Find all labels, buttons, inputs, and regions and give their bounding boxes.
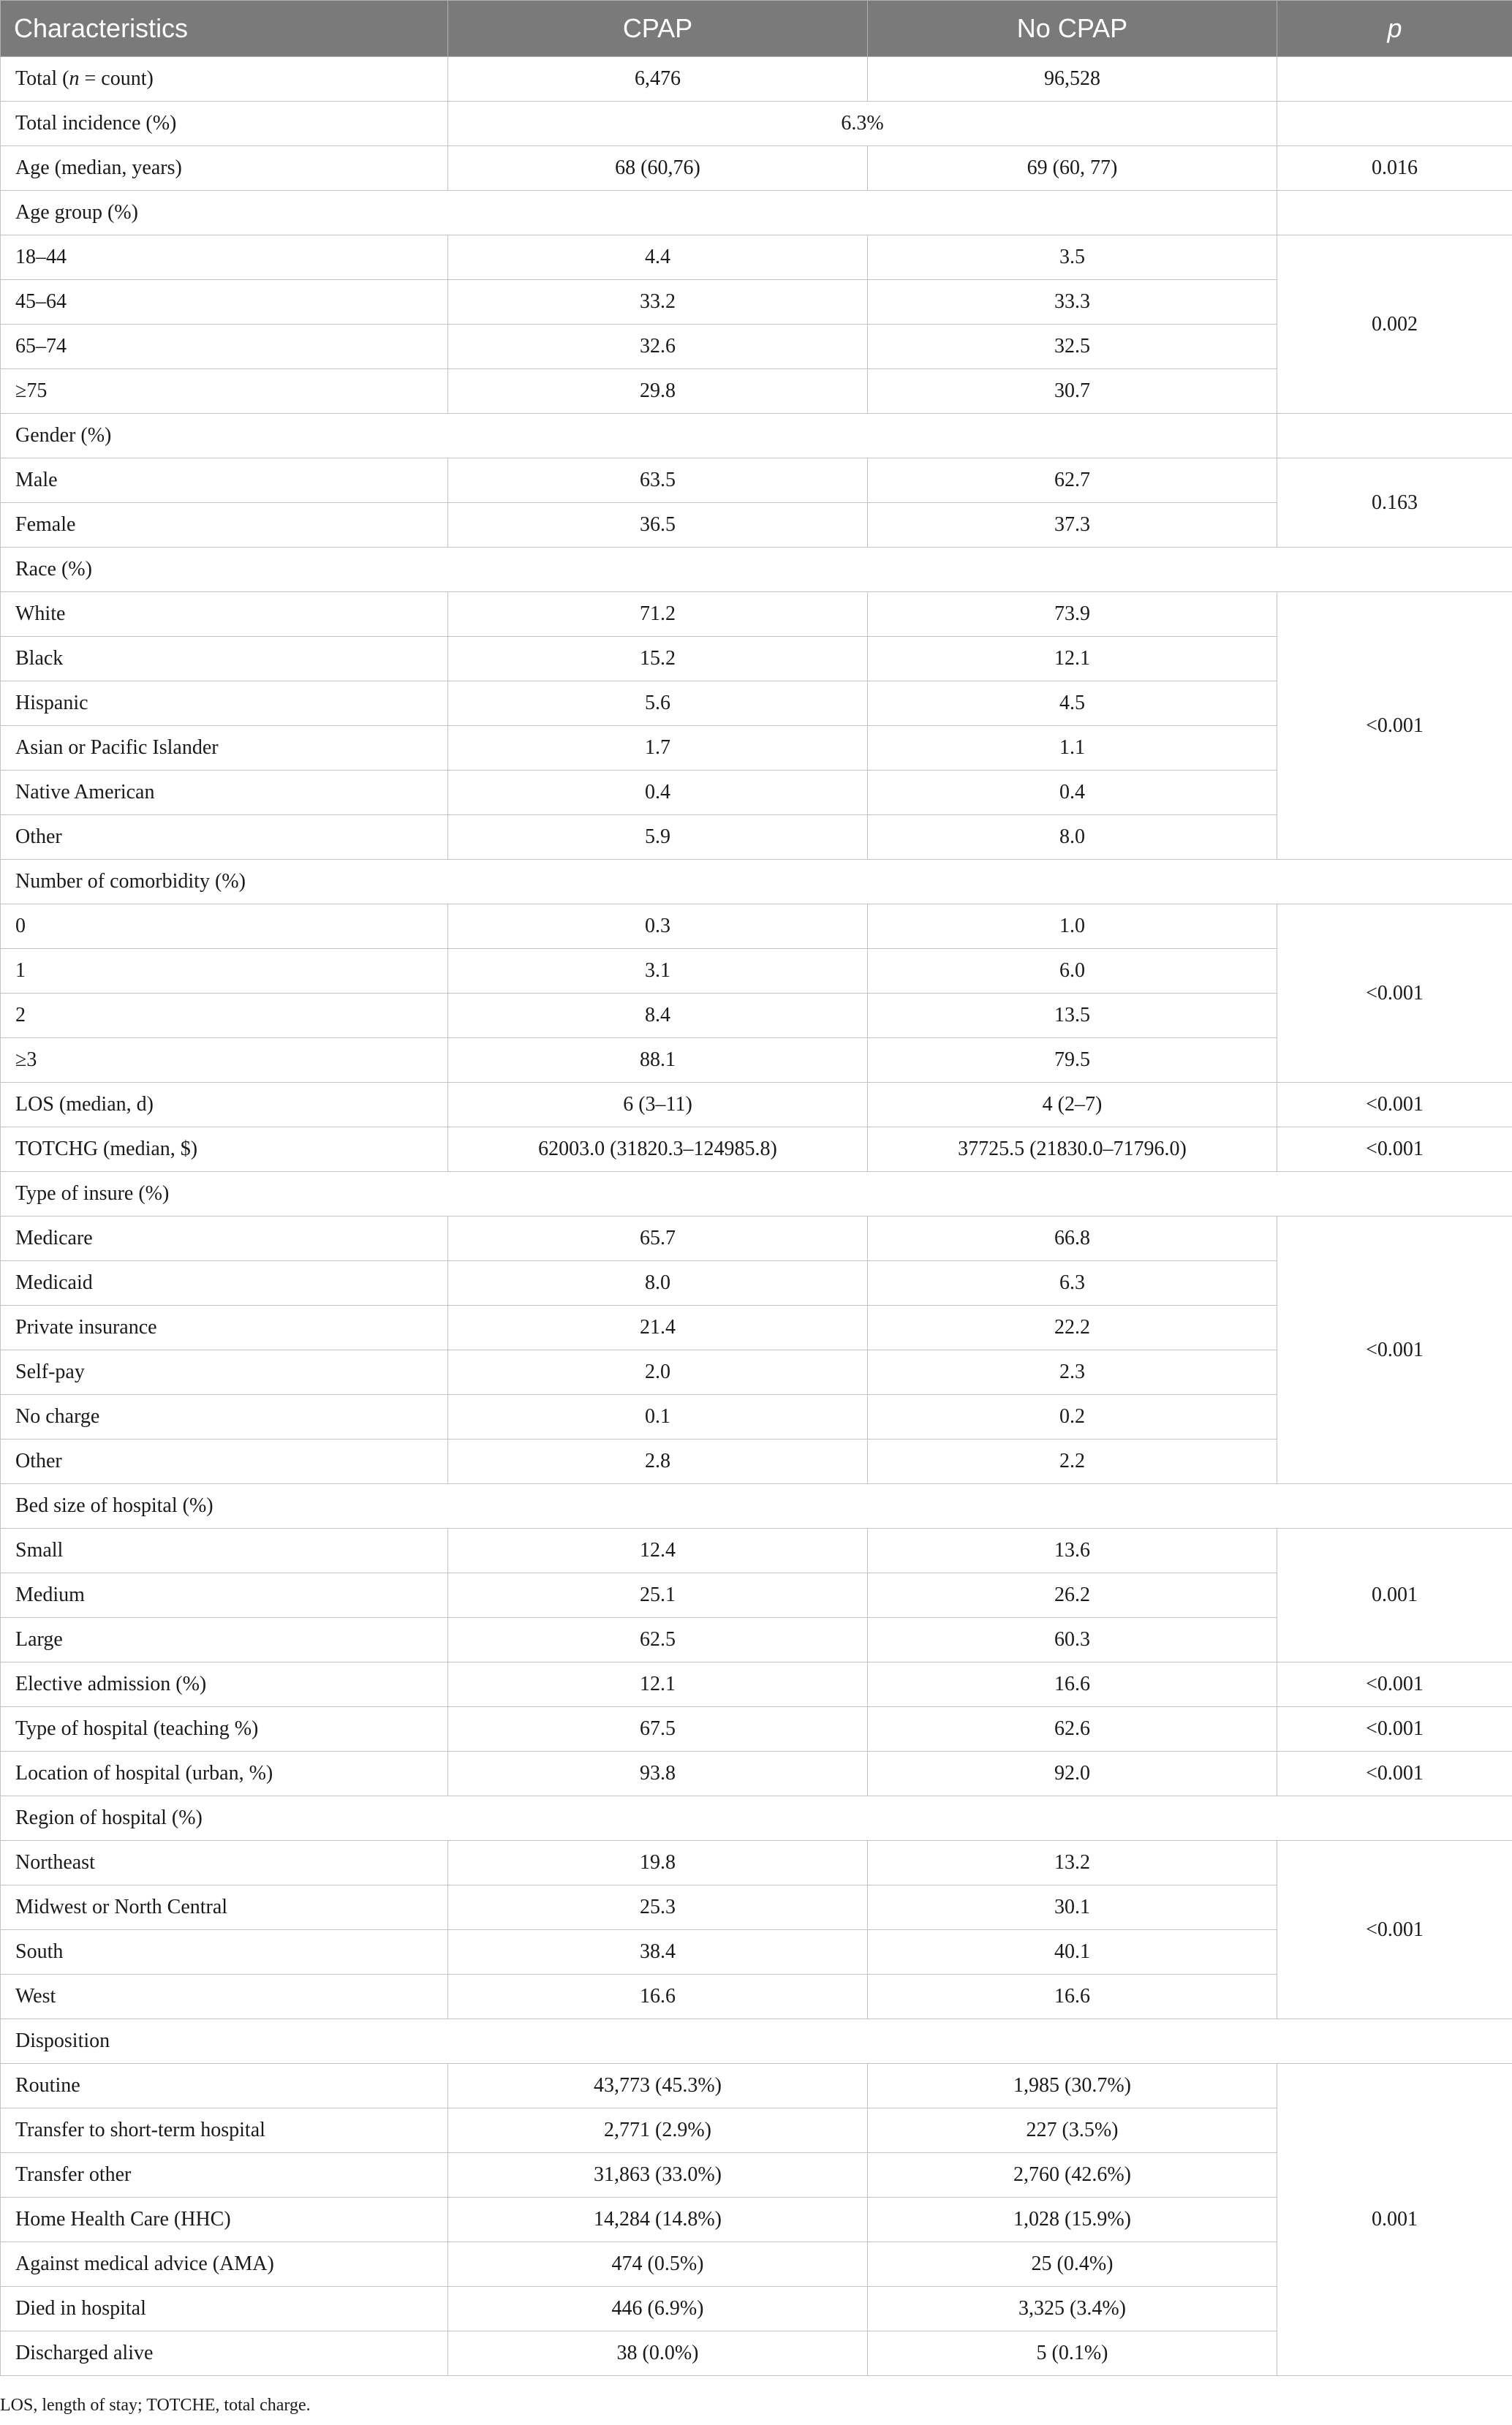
no-cpap-value: 13.6	[868, 1529, 1277, 1573]
section-label: Gender (%)	[1, 414, 1277, 458]
p-value	[1277, 414, 1512, 458]
header-p-value: p	[1277, 1, 1512, 57]
row-label: Self-pay	[1, 1350, 448, 1395]
no-cpap-value: 13.5	[868, 994, 1277, 1038]
row-label: Location of hospital (urban, %)	[1, 1752, 448, 1796]
section-label: Age group (%)	[1, 191, 1277, 235]
cpap-value: 6 (3–11)	[448, 1083, 868, 1127]
row-label: Other	[1, 815, 448, 860]
row-label: Asian or Pacific Islander	[1, 726, 448, 771]
p-value	[1277, 191, 1512, 235]
no-cpap-value: 69 (60, 77)	[868, 146, 1277, 191]
table-row	[1, 1217, 1512, 1261]
cpap-value: 63.5	[448, 458, 868, 503]
table-row	[1, 191, 1512, 235]
row-label: Medium	[1, 1573, 448, 1618]
p-value: <0.001	[1277, 1707, 1512, 1752]
cpap-value: 14,284 (14.8%)	[448, 2198, 868, 2242]
no-cpap-value: 22.2	[868, 1306, 1277, 1350]
table-footnote: LOS, length of stay; TOTCHE, total charge.	[0, 2396, 311, 2415]
cpap-value: 38 (0.0%)	[448, 2331, 868, 2376]
cpap-value: 43,773 (45.3%)	[448, 2064, 868, 2108]
row-label: Transfer to short-term hospital	[1, 2108, 448, 2153]
no-cpap-value: 73.9	[868, 592, 1277, 637]
row-label: Type of hospital (teaching %)	[1, 1707, 448, 1752]
no-cpap-value: 33.3	[868, 280, 1277, 325]
no-cpap-value: 32.5	[868, 325, 1277, 369]
no-cpap-value: 96,528	[868, 57, 1277, 102]
no-cpap-value: 2.2	[868, 1440, 1277, 1484]
row-label: TOTCHG (median, $)	[1, 1127, 448, 1172]
cpap-value: 5.6	[448, 681, 868, 726]
no-cpap-value: 13.2	[868, 1841, 1277, 1885]
row-label: Small	[1, 1529, 448, 1573]
table-row	[1, 1662, 1512, 1707]
cpap-value: 1.7	[448, 726, 868, 771]
cpap-value: 21.4	[448, 1306, 868, 1350]
p-value: <0.001	[1277, 1662, 1512, 1707]
header-cpap: CPAP	[448, 1, 868, 57]
section-label: Type of insure (%)	[1, 1172, 1512, 1217]
no-cpap-value: 6.3	[868, 1261, 1277, 1306]
row-label: Routine	[1, 2064, 448, 2108]
no-cpap-value: 62.6	[868, 1707, 1277, 1752]
row-label: No charge	[1, 1395, 448, 1440]
row-label: Medicare	[1, 1217, 448, 1261]
p-value: <0.001	[1277, 904, 1512, 1083]
header-row	[1, 1, 1512, 57]
no-cpap-value: 30.1	[868, 1885, 1277, 1930]
cpap-value: 65.7	[448, 1217, 868, 1261]
no-cpap-value: 2.3	[868, 1350, 1277, 1395]
row-label-part: Total (	[15, 67, 69, 90]
table-row	[1, 1752, 1512, 1796]
table-row	[1, 904, 1512, 949]
no-cpap-value: 16.6	[868, 1662, 1277, 1707]
no-cpap-value: 6.0	[868, 949, 1277, 994]
row-label: LOS (median, d)	[1, 1083, 448, 1127]
cpap-value: 3.1	[448, 949, 868, 994]
cpap-value: 38.4	[448, 1930, 868, 1975]
cpap-value: 31,863 (33.0%)	[448, 2153, 868, 2198]
p-value: 0.016	[1277, 146, 1512, 191]
cpap-value: 2,771 (2.9%)	[448, 2108, 868, 2153]
no-cpap-value: 62.7	[868, 458, 1277, 503]
row-label: 1	[1, 949, 448, 994]
p-value: <0.001	[1277, 1127, 1512, 1172]
no-cpap-value: 25 (0.4%)	[868, 2242, 1277, 2287]
header-characteristics: Characteristics	[1, 1, 448, 57]
cpap-value: 2.0	[448, 1350, 868, 1395]
cpap-value: 62.5	[448, 1618, 868, 1662]
no-cpap-value: 227 (3.5%)	[868, 2108, 1277, 2153]
table-row	[1, 146, 1512, 191]
cpap-value: 25.1	[448, 1573, 868, 1618]
no-cpap-value: 12.1	[868, 637, 1277, 681]
row-label: Large	[1, 1618, 448, 1662]
no-cpap-value: 30.7	[868, 369, 1277, 414]
cpap-value: 5.9	[448, 815, 868, 860]
no-cpap-value: 1,985 (30.7%)	[868, 2064, 1277, 2108]
section-label: Number of comorbidity (%)	[1, 860, 1512, 904]
p-value	[1277, 57, 1512, 102]
row-label: 65–74	[1, 325, 448, 369]
p-value: 0.002	[1277, 235, 1512, 414]
row-label: 18–44	[1, 235, 448, 280]
table-row	[1, 1083, 1512, 1127]
row-label: West	[1, 1975, 448, 2019]
row-label: Private insurance	[1, 1306, 448, 1350]
no-cpap-value: 92.0	[868, 1752, 1277, 1796]
cpap-value: 88.1	[448, 1038, 868, 1083]
table-row	[1, 592, 1512, 637]
table-body	[1, 57, 1512, 2376]
cpap-value: 33.2	[448, 280, 868, 325]
row-label: Native American	[1, 771, 448, 815]
row-label: Medicaid	[1, 1261, 448, 1306]
no-cpap-value: 8.0	[868, 815, 1277, 860]
p-value: <0.001	[1277, 592, 1512, 860]
no-cpap-value: 66.8	[868, 1217, 1277, 1261]
cpap-value: 6,476	[448, 57, 868, 102]
section-label: Region of hospital (%)	[1, 1796, 1512, 1841]
row-label: Midwest or North Central	[1, 1885, 448, 1930]
no-cpap-value: 3,325 (3.4%)	[868, 2287, 1277, 2331]
no-cpap-value: 26.2	[868, 1573, 1277, 1618]
cpap-value: 68 (60,76)	[448, 146, 868, 191]
row-label: ≥75	[1, 369, 448, 414]
p-value: 0.001	[1277, 1529, 1512, 1662]
row-label: Other	[1, 1440, 448, 1484]
section-label: Race (%)	[1, 548, 1512, 592]
cpap-value: 446 (6.9%)	[448, 2287, 868, 2331]
table-row	[1, 2019, 1512, 2064]
row-label: Male	[1, 458, 448, 503]
table-row	[1, 458, 1512, 503]
row-label: ≥3	[1, 1038, 448, 1083]
row-label: 0	[1, 904, 448, 949]
no-cpap-value: 1,028 (15.9%)	[868, 2198, 1277, 2242]
table-row	[1, 1529, 1512, 1573]
cpap-value: 62003.0 (31820.3–124985.8)	[448, 1127, 868, 1172]
header-no-cpap: No CPAP	[868, 1, 1277, 57]
cpap-value: 12.1	[448, 1662, 868, 1707]
table-row	[1, 2064, 1512, 2108]
cpap-value: 8.0	[448, 1261, 868, 1306]
row-label: Total incidence (%)	[1, 102, 448, 146]
row-label: Discharged alive	[1, 2331, 448, 2376]
row-label: Transfer other	[1, 2153, 448, 2198]
table-row	[1, 1127, 1512, 1172]
no-cpap-value: 0.2	[868, 1395, 1277, 1440]
cpap-value: 67.5	[448, 1707, 868, 1752]
cpap-value: 71.2	[448, 592, 868, 637]
no-cpap-value: 4.5	[868, 681, 1277, 726]
no-cpap-value: 1.0	[868, 904, 1277, 949]
table-row	[1, 548, 1512, 592]
no-cpap-value: 37.3	[868, 503, 1277, 548]
row-label: 45–64	[1, 280, 448, 325]
p-value: <0.001	[1277, 1217, 1512, 1484]
row-label-part: n	[69, 67, 80, 90]
no-cpap-value: 1.1	[868, 726, 1277, 771]
row-label: Hispanic	[1, 681, 448, 726]
row-label: 2	[1, 994, 448, 1038]
p-value: 0.001	[1277, 2064, 1512, 2376]
cpap-value: 93.8	[448, 1752, 868, 1796]
row-label-part: = count)	[79, 67, 154, 90]
cpap-value: 8.4	[448, 994, 868, 1038]
no-cpap-value: 37725.5 (21830.0–71796.0)	[868, 1127, 1277, 1172]
no-cpap-value: 2,760 (42.6%)	[868, 2153, 1277, 2198]
section-label: Disposition	[1, 2019, 1512, 2064]
row-label	[1, 57, 448, 102]
table-row	[1, 414, 1512, 458]
table-row	[1, 235, 1512, 280]
merged-value: 6.3%	[448, 102, 1277, 146]
cpap-value: 12.4	[448, 1529, 868, 1573]
cpap-value: 36.5	[448, 503, 868, 548]
table-row	[1, 1484, 1512, 1529]
row-label: White	[1, 592, 448, 637]
cpap-value: 15.2	[448, 637, 868, 681]
cpap-value: 0.1	[448, 1395, 868, 1440]
no-cpap-value: 40.1	[868, 1930, 1277, 1975]
cpap-value: 29.8	[448, 369, 868, 414]
table-row	[1, 1796, 1512, 1841]
cpap-value: 4.4	[448, 235, 868, 280]
table-row	[1, 102, 1512, 146]
p-value: <0.001	[1277, 1083, 1512, 1127]
table-row	[1, 1707, 1512, 1752]
no-cpap-value: 3.5	[868, 235, 1277, 280]
row-label: Black	[1, 637, 448, 681]
cpap-value: 19.8	[448, 1841, 868, 1885]
row-label: Died in hospital	[1, 2287, 448, 2331]
no-cpap-value: 16.6	[868, 1975, 1277, 2019]
cpap-value: 2.8	[448, 1440, 868, 1484]
p-value: 0.163	[1277, 458, 1512, 548]
no-cpap-value: 4 (2–7)	[868, 1083, 1277, 1127]
p-value	[1277, 102, 1512, 146]
table-row	[1, 1841, 1512, 1885]
row-label: Against medical advice (AMA)	[1, 2242, 448, 2287]
table-row	[1, 57, 1512, 102]
no-cpap-value: 79.5	[868, 1038, 1277, 1083]
no-cpap-value: 60.3	[868, 1618, 1277, 1662]
cpap-value: 0.3	[448, 904, 868, 949]
section-label: Bed size of hospital (%)	[1, 1484, 1512, 1529]
cpap-value: 0.4	[448, 771, 868, 815]
table-row	[1, 1172, 1512, 1217]
cpap-value: 16.6	[448, 1975, 868, 2019]
p-value: <0.001	[1277, 1841, 1512, 2019]
cpap-value: 32.6	[448, 325, 868, 369]
p-value: <0.001	[1277, 1752, 1512, 1796]
row-label: South	[1, 1930, 448, 1975]
row-label: Home Health Care (HHC)	[1, 2198, 448, 2242]
cpap-value: 474 (0.5%)	[448, 2242, 868, 2287]
row-label: Elective admission (%)	[1, 1662, 448, 1707]
row-label: Female	[1, 503, 448, 548]
no-cpap-value: 0.4	[868, 771, 1277, 815]
cpap-value: 25.3	[448, 1885, 868, 1930]
row-label: Age (median, years)	[1, 146, 448, 191]
table-row	[1, 860, 1512, 904]
row-label: Northeast	[1, 1841, 448, 1885]
no-cpap-value: 5 (0.1%)	[868, 2331, 1277, 2376]
